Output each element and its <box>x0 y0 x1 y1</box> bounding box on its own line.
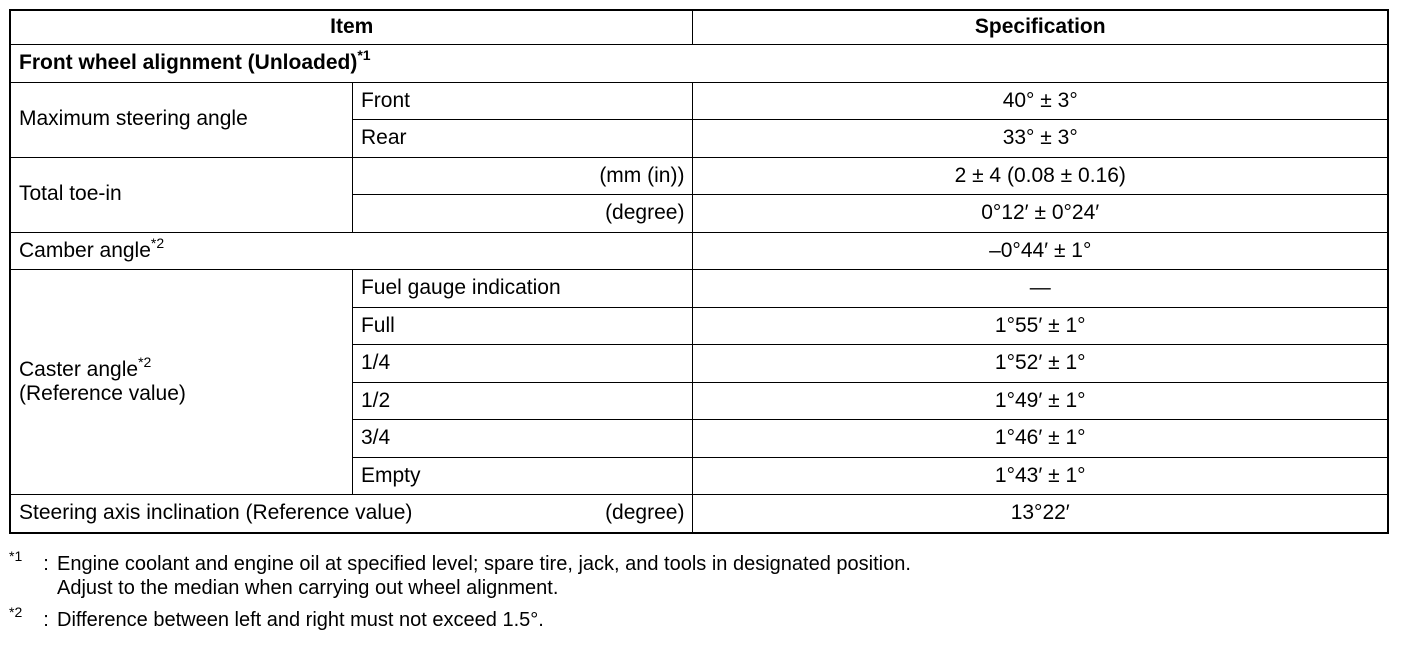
steering-axis-label: Steering axis inclination (Reference value) <box>19 501 413 525</box>
footnotes <box>9 548 911 640</box>
section-title-text: Front wheel alignment (Unloaded) <box>19 51 358 75</box>
table-row <box>10 82 1388 120</box>
caster-label-reference: (Reference value) <box>19 382 186 405</box>
max-steering-label: Maximum steering angle <box>10 82 352 157</box>
caster-three-quarter-spec: 1°46′ ± 1° <box>693 420 1388 458</box>
max-steering-rear-label: Rear <box>352 120 692 158</box>
wheel-alignment-spec-table <box>9 9 1389 534</box>
header-specification: Specification <box>693 10 1388 45</box>
table-header-row <box>10 10 1388 45</box>
footnote-1-colon: : <box>43 553 49 575</box>
toe-in-degree-spec: 0°12′ ± 0°24′ <box>693 195 1388 233</box>
max-steering-rear-spec: 33° ± 3° <box>693 120 1388 158</box>
caster-full-label: Full <box>352 307 692 345</box>
camber-spec: –0°44′ ± 1° <box>693 232 1388 270</box>
caster-half-spec: 1°49′ ± 1° <box>693 382 1388 420</box>
caster-three-quarter-label: 3/4 <box>352 420 692 458</box>
table-row <box>10 157 1388 195</box>
max-steering-front-label: Front <box>352 82 692 120</box>
footnote-2-text <box>57 608 544 632</box>
caster-label-text: Caster angle <box>19 357 139 381</box>
caster-empty-label: Empty <box>352 457 692 495</box>
camber-label <box>10 232 693 270</box>
footnote-2-colon: : <box>43 609 49 631</box>
caster-quarter-spec: 1°52′ ± 1° <box>693 345 1388 383</box>
footnote-2-mark: *2 <box>9 604 23 620</box>
footnote-1 <box>9 548 911 600</box>
toe-in-degree-unit: (degree) <box>352 195 692 233</box>
footnote-2 <box>9 604 911 632</box>
header-item: Item <box>10 10 693 45</box>
caster-label <box>10 270 352 495</box>
caster-full-spec: 1°55′ ± 1° <box>693 307 1388 345</box>
steering-axis-spec: 13°22′ <box>693 495 1388 533</box>
camber-note-mark: *2 <box>150 234 165 251</box>
camber-label-text: Camber angle <box>19 238 151 262</box>
footnote-1-mark: *1 <box>9 548 23 564</box>
footnote-1-text <box>57 552 911 600</box>
toe-in-mm-spec: 2 ± 4 (0.08 ± 0.16) <box>693 157 1388 195</box>
table-row <box>10 495 1388 533</box>
footnote-2-line-1: Difference between left and right must not exceed 1.5°. <box>57 609 544 631</box>
footnote-1-line-1: Engine coolant and engine oil at specified level; spare tire, jack, and tools in designated position. <box>57 553 911 575</box>
caster-half-label: 1/2 <box>352 382 692 420</box>
steering-axis-label-cell <box>10 495 693 533</box>
caster-note-mark: *2 <box>138 353 152 370</box>
footnote-1-line-2: Adjust to the median when carrying out wheel alignment. <box>57 577 559 599</box>
caster-quarter-label: 1/4 <box>352 345 692 383</box>
caster-fuel-gauge-spec: — <box>693 270 1388 308</box>
section-title <box>10 45 1388 83</box>
section-note-mark: *1 <box>357 47 371 64</box>
section-row <box>10 45 1388 83</box>
caster-fuel-gauge-label: Fuel gauge indication <box>352 270 692 308</box>
caster-empty-spec: 1°43′ ± 1° <box>693 457 1388 495</box>
toe-in-label: Total toe-in <box>10 157 352 232</box>
table-row <box>10 270 1388 308</box>
toe-in-mm-unit: (mm (in)) <box>352 157 692 195</box>
steering-axis-unit: (degree) <box>605 501 685 525</box>
table-row <box>10 232 1388 270</box>
max-steering-front-spec: 40° ± 3° <box>693 82 1388 120</box>
